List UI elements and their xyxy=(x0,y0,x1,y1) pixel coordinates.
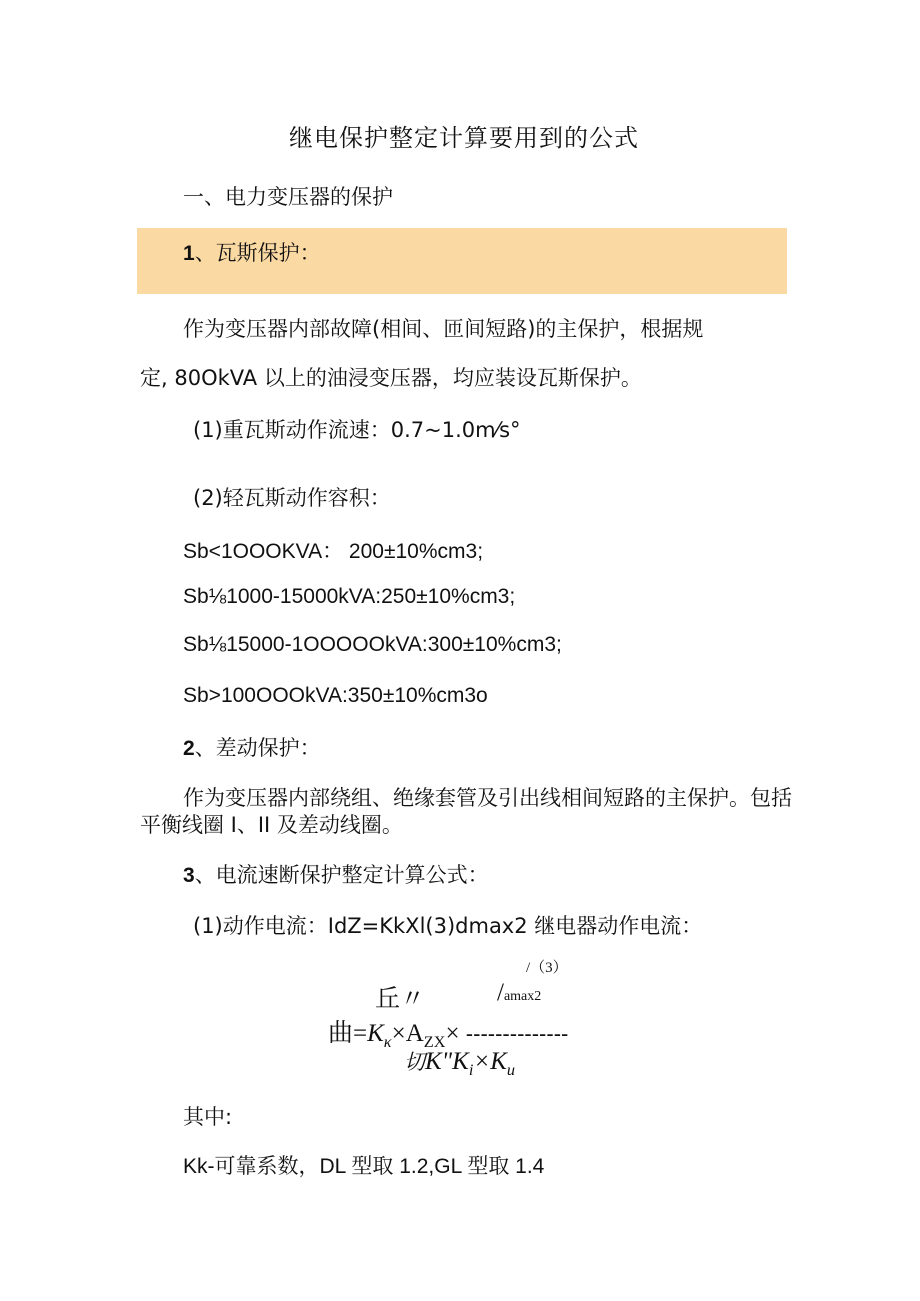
fraction-bar: -------------- xyxy=(465,1021,569,1046)
heading-text: 、瓦斯保护： xyxy=(194,241,321,265)
amax-subscript: amax2 xyxy=(503,989,542,1004)
gas-item-light: (2)轻瓦斯动作容积： xyxy=(193,486,391,510)
gas-paragraph-line2: 定, 80OkVA 以上的油浸变压器，均应装设瓦斯保护。 xyxy=(140,366,642,390)
formula-k-sub: κ xyxy=(383,1033,392,1051)
gas-protection-heading xyxy=(183,237,321,267)
quick-break-item: (1)动作电流：IdZ=KkXl(3)dmax2 继电器动作电流： xyxy=(193,914,703,938)
formula-times: × xyxy=(445,1020,460,1047)
formula-superscript: /（3） xyxy=(526,960,568,976)
den-prefix: 切 xyxy=(404,1050,425,1074)
diff-paragraph-line1: 作为变压器内部绕组、绝缘套管及引出线相间短路的主保护。包括 xyxy=(183,786,792,810)
heading-number: 2 xyxy=(183,737,195,760)
den-i: i xyxy=(468,1061,474,1079)
diff-paragraph-line2: 平衡线圈 I、II 及差动线圈。 xyxy=(140,813,403,837)
heading-number: 1 xyxy=(183,242,195,265)
differential-protection-heading xyxy=(183,732,321,762)
document-title: 继电保护整定计算要用到的公式 xyxy=(289,124,639,152)
volume-line-2: Sb⅛1000-15000kVA:250±10%cm3; xyxy=(183,585,516,608)
section-heading-transformer: 一、电力变压器的保护 xyxy=(183,185,393,209)
heading-text: 、电流速断保护整定计算公式： xyxy=(194,863,489,887)
quick-break-heading xyxy=(183,859,489,889)
slash: / xyxy=(497,979,504,1006)
den-u: u xyxy=(506,1061,516,1079)
where-label: 其中: xyxy=(183,1105,233,1129)
heading-number: 3 xyxy=(183,864,195,887)
formula-left-char: 丘〃 xyxy=(375,986,426,1013)
den-k: K"K xyxy=(425,1048,469,1075)
volume-line-1: Sb<1OOOKVA： 200±10%cm3; xyxy=(183,540,484,563)
gas-item-heavy: (1)重瓦斯动作流速：0.7~1.0m⁄s° xyxy=(193,418,521,442)
gas-paragraph-line1: 作为变压器内部故障(相间、匝间短路)的主保护，根据规 xyxy=(183,317,704,341)
volume-line-4: Sb>100OOOkVA:350±10%cm3o xyxy=(183,684,488,707)
formula-lhs: 曲= xyxy=(328,1020,368,1047)
formula-k: K xyxy=(367,1020,384,1047)
formula-times-a: ×A xyxy=(391,1020,424,1047)
heading-text: 、差动保护： xyxy=(194,736,321,760)
formula-zx-sub: ZX xyxy=(423,1033,446,1051)
volume-line-3: Sb⅛15000-1OOOOOkVA:300±10%cm3; xyxy=(183,633,562,656)
formula-slash xyxy=(497,979,541,1007)
formula-denominator xyxy=(404,1046,515,1080)
kk-definition: Kk-可靠系数，DL 型取 1.2,GL 型取 1.4 xyxy=(183,1155,545,1178)
den-times-k: ×K xyxy=(473,1048,507,1075)
